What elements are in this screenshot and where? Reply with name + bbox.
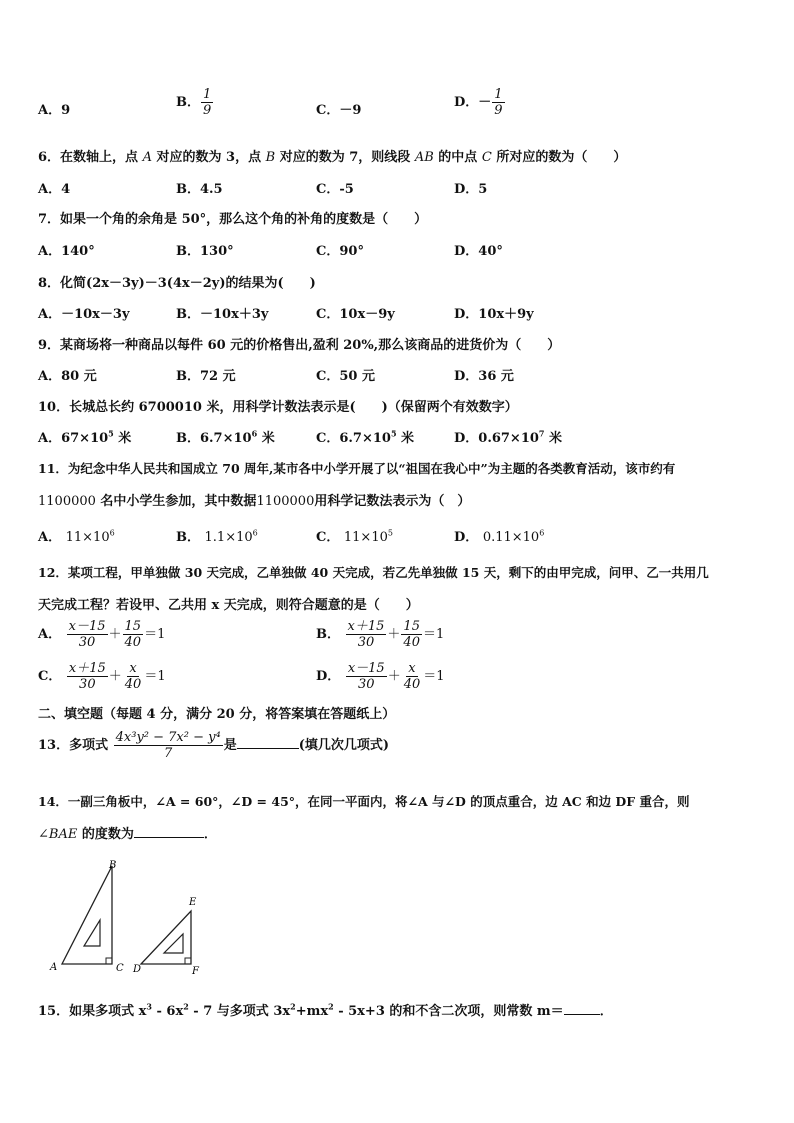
- q9-stem: 9．某商场将一种商品以每件 60 元的价格售出,盈利 20%,那么该商品的进货价为（ ）: [38, 338, 561, 353]
- q11-option-b: B． $1.1\times 10^6$: [176, 528, 258, 545]
- ruler-30-60: [62, 866, 112, 964]
- q9-option-d: D．36 元: [454, 369, 514, 384]
- q9-option-a: A．80 元: [38, 369, 97, 384]
- q10-option-b: B．$6.7\times 10^6$ 米: [176, 428, 275, 446]
- label-c: C: [116, 963, 124, 974]
- q6-option-c: C．-5: [316, 182, 354, 197]
- q12-stem-line1: 12．某项工程，甲单独做 30 天完成，乙单独做 40 天完成，若乙先单独做 15 天，剩下的由甲完成，问甲、乙一共用几: [38, 565, 709, 580]
- q8-option-d: D．10x＋9y: [454, 307, 534, 322]
- label-a: A: [50, 962, 58, 973]
- q14-stem-line2: ∠BAE 的度数为 ．: [38, 827, 217, 842]
- q5-option-b: B． $\frac{1}{9}$: [176, 87, 212, 118]
- q9-option-c: C．50 元: [316, 369, 375, 384]
- label-f: F: [192, 966, 199, 977]
- q8-option-b: B．－10x＋3y: [176, 307, 269, 322]
- q7-option-a: A．140°: [38, 244, 95, 259]
- q15-answer-blank[interactable]: [564, 1014, 600, 1015]
- q9-option-b: B．72 元: [176, 369, 236, 384]
- q10-stem: 10．长城总长约 6700010 米，用科学计数法表示是( )（保留两个有效数字）: [38, 400, 518, 415]
- q7-option-c: C．90°: [316, 244, 364, 259]
- q11-option-a: A． $11\times 10^6$: [38, 528, 115, 545]
- q8-option-a: A．－10x－3y: [38, 307, 130, 322]
- q5-option-a: A．9: [38, 103, 71, 118]
- q8-option-c: C．10x－9y: [316, 307, 395, 322]
- q15-stem: 15．如果多项式 $x^3 - 6x^2 - 7$ 与多项式 $3x^2+mx^2 - 5x+3$ 的和不含二次项，则常数 m＝ ．: [38, 1001, 613, 1019]
- q12-stem-line2: 天完成工程？若设甲、乙共用 x 天完成，则符合题意的是（ ）: [38, 598, 419, 613]
- q10-option-d: D．$0.67\times 10^7$ 米: [454, 428, 563, 446]
- q7-stem: 7．如果一个角的余角是 50°，那么这个角的补角的度数是（ ）: [38, 212, 428, 227]
- triangle-rulers-figure: [46, 856, 226, 981]
- q12-option-c: C． $\frac{x+15}{30}$ ＋ $\frac{x}{40}$ ＝1: [38, 661, 166, 692]
- q10-option-a: A．$67\times 10^5$ 米: [38, 428, 132, 446]
- q7-option-b: B．130°: [176, 244, 234, 259]
- q11-option-c: C． $11\times 10^5$: [316, 528, 393, 545]
- q6-stem: 6．在数轴上，点 A 对应的数为 3，点 B 对应的数为 7，则线段 AB 的中点 C 所对应的数为（ ）: [38, 150, 627, 165]
- q14-stem-line1: 14．一副三角板中，∠A = 60°，∠D = 45°，在同一平面内，将∠A 与∠D 的顶点重合，边 AC 和边 DF 重合，则: [38, 794, 690, 809]
- label-e: E: [189, 897, 197, 908]
- q11-stem-line2: 1100000 名中小学生参加，其中数据1100000用科学记数法表示为（ ）: [38, 494, 471, 509]
- q5-option-c: C．－9: [316, 103, 362, 118]
- q12-option-d: D． $\frac{x-15}{30}$ ＋ $\frac{x}{40}$ ＝1: [316, 661, 445, 692]
- q7-option-d: D．40°: [454, 244, 503, 259]
- section-title: 二、填空题（每题 4 分，满分 20 分，将答案填在答题纸上）: [38, 707, 396, 722]
- ruler-30-60-hole: [84, 920, 100, 946]
- q11-stem-line1: 11．为纪念中华人民共和国成立 70 周年,某市各中小学开展了以“祖国在我心中”为主题的各类教育活动，该市约有: [38, 461, 676, 476]
- label-b: B: [109, 860, 117, 871]
- label-d: D: [133, 964, 142, 975]
- q11-option-d: D． $0.11\times 10^6$: [454, 528, 545, 545]
- q6-option-b: B．4.5: [176, 182, 223, 197]
- q5-option-d: D．－ $\frac{1}{9}$: [454, 87, 503, 118]
- q12-option-b: B． $\frac{x+15}{30}$ ＋ $\frac{15}{40}$ ＝1: [316, 619, 445, 650]
- q8-stem: 8．化简(2x－3y)－3(4x－2y)的结果为( ): [38, 276, 316, 291]
- q14-answer-blank[interactable]: [134, 837, 204, 838]
- q6-option-a: A．4: [38, 182, 71, 197]
- q12-option-a: A． $\frac{x-15}{30}$ ＋ $\frac{15}{40}$ ＝1: [38, 619, 166, 650]
- q13-stem: 13．多项式 $\frac{\text{4x³y² − 7x² − y⁴}}{7}$ 是 (填几次几项式): [38, 730, 390, 761]
- q10-option-c: C．$6.7\times 10^5$ 米: [316, 428, 415, 446]
- right-angle-mark-c: [106, 958, 112, 964]
- right-angle-mark-f: [185, 958, 191, 964]
- q13-answer-blank[interactable]: [237, 748, 299, 749]
- q6-option-d: D．5: [454, 182, 488, 197]
